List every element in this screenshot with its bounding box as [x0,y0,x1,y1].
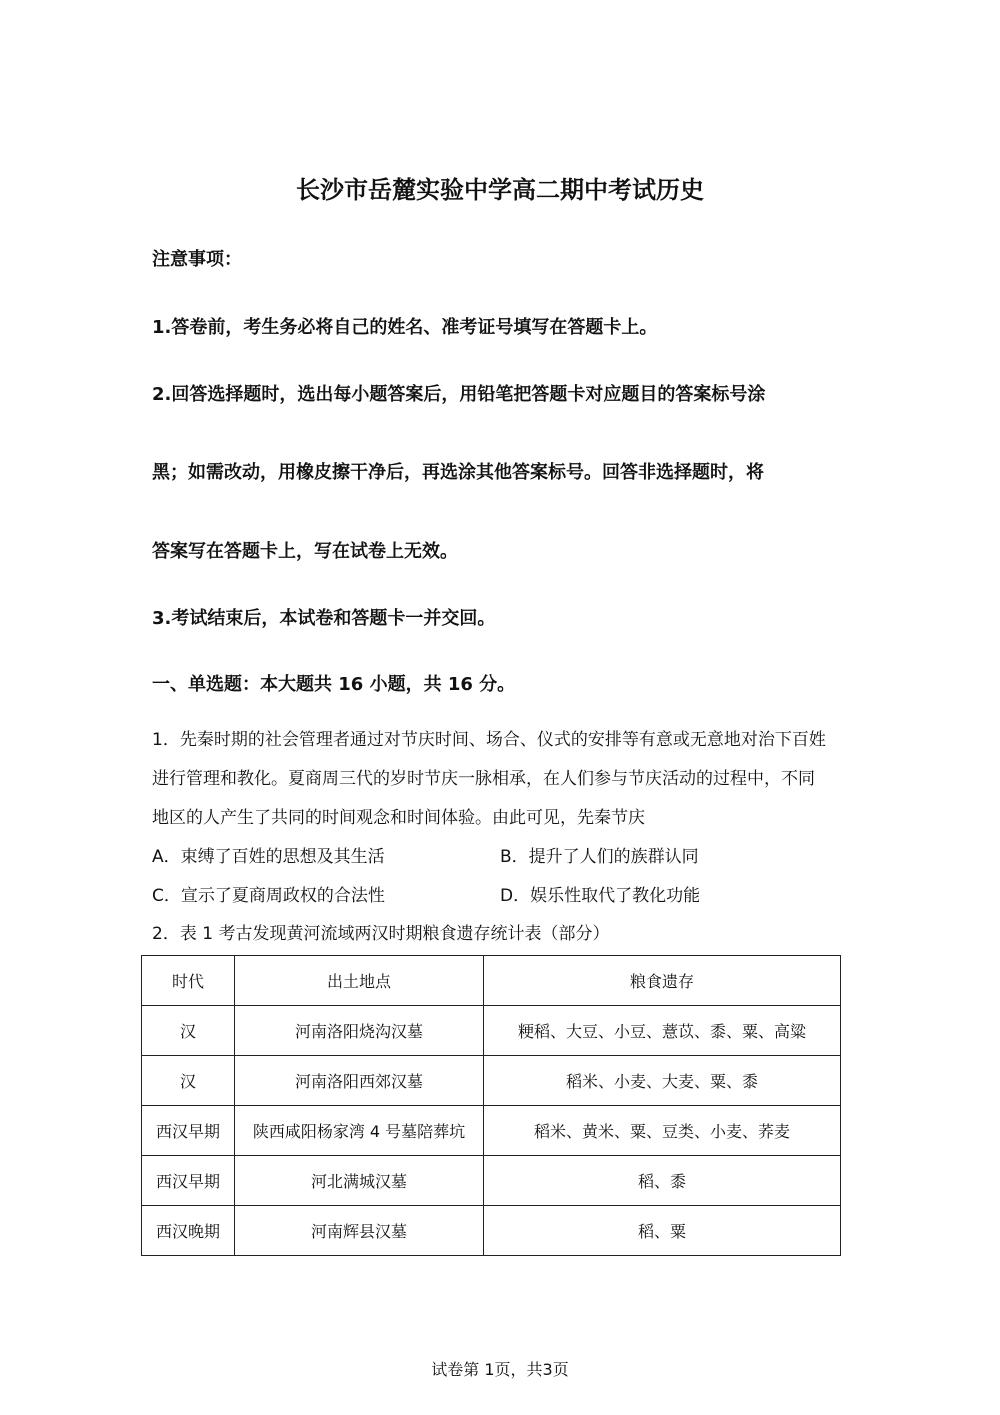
page-footer: 试卷第 1页，共3页 [431,1360,569,1379]
table-cell: 西汉早期 [142,1156,235,1206]
table-cell: 稻米、黄米、粟、豆类、小麦、荞麦 [484,1106,841,1156]
table-cell: 河南辉县汉墓 [235,1206,484,1256]
notice-item-1: 1.答卷前，考生务必将自己的姓名、准考证号填写在答题卡上。 [152,317,658,338]
question-1-line-3: 地区的人产生了共同的时间观念和时间体验。由此可见，先秦节庆 [152,808,645,828]
table-cell: 陕西咸阳杨家湾 4 号墓陪葬坑 [235,1106,484,1156]
question-1-option-a: A．束缚了百姓的思想及其生活 [152,847,385,867]
notice-item-2-line-2: 黑；如需改动，用橡皮擦干净后，再选涂其他答案标号。回答非选择题时，将 [152,462,764,483]
table-cell: 稻、粟 [484,1206,841,1256]
table-header-cell: 时代 [142,956,235,1006]
table-row [142,1156,841,1206]
table-cell: 稻米、小麦、大麦、粟、黍 [484,1056,841,1106]
table-cell: 粳稻、大豆、小豆、薏苡、黍、粟、高粱 [484,1006,841,1056]
table-cell: 汉 [142,1056,235,1106]
table-row [142,1006,841,1056]
table-row [142,1106,841,1156]
question-1-option-d: D．娱乐性取代了教化功能 [500,886,701,906]
table-cell: 西汉晚期 [142,1206,235,1256]
notice-item-2-line-3: 答案写在答题卡上，写在试卷上无效。 [152,541,458,562]
document-title: 长沙市岳麓实验中学高二期中考试历史 [296,176,704,204]
table-cell: 河南洛阳西郊汉墓 [235,1056,484,1106]
grain-remains-table [141,955,841,1256]
question-1-line-2: 进行管理和教化。夏商周三代的岁时节庆一脉相承，在人们参与节庆活动的过程中，不同 [152,769,815,789]
question-1-option-c: C．宣示了夏商周政权的合法性 [152,886,385,906]
notice-item-3: 3.考试结束后，本试卷和答题卡一并交回。 [152,608,496,629]
table-cell: 河北满城汉墓 [235,1156,484,1206]
table-cell: 西汉早期 [142,1106,235,1156]
table-header-row [142,956,841,1006]
question-1-line-1: 1．先秦时期的社会管理者通过对节庆时间、场合、仪式的安排等有意或无意地对治下百姓 [152,730,826,750]
table-header-cell: 出土地点 [235,956,484,1006]
table-row [142,1206,841,1256]
question-2-caption: 2．表 1 考古发现黄河流域两汉时期粮食遗存统计表（部分） [152,924,610,944]
table-row [142,1056,841,1106]
table-cell: 稻、黍 [484,1156,841,1206]
notice-item-2-line-1: 2.回答选择题时，选出每小题答案后，用铅笔把答题卡对应题目的答案标号涂 [152,384,766,405]
table-header-cell: 粮食遗存 [484,956,841,1006]
question-1-option-b: B．提升了人们的族群认同 [500,847,699,867]
notice-heading: 注意事项： [152,249,242,270]
table-cell: 汉 [142,1006,235,1056]
section-heading: 一、单选题：本大题共 16 小题，共 16 分。 [152,674,516,695]
table-cell: 河南洛阳烧沟汉墓 [235,1006,484,1056]
